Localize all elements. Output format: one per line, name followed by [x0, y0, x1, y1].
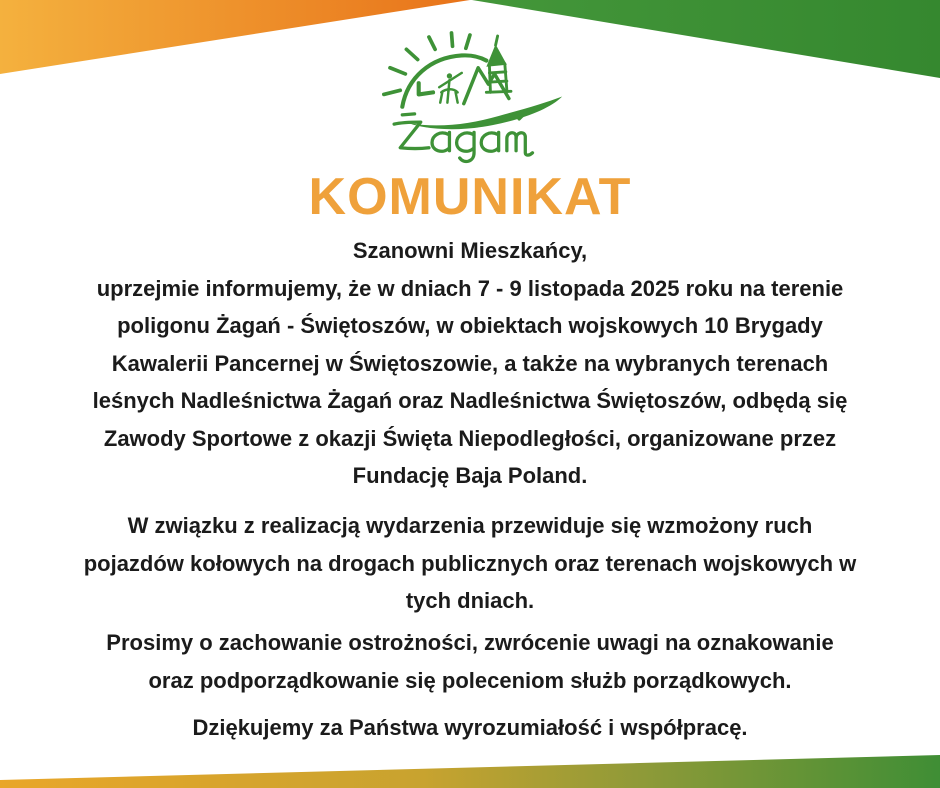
text-line: Kawalerii Pancernej w Świętoszowie, a także na wybranych terenach	[111, 350, 829, 376]
bottom-ribbon	[0, 755, 940, 788]
text-line: Szanowni Mieszkańcy,	[352, 238, 588, 263]
text-line: Prosimy o zachowanie ostrożności, zwrócenie uwagi na oznakowanie	[106, 630, 834, 655]
text-line: poligonu Żagań - Świętoszów, w obiektach wojskowych 10 Brygady	[117, 313, 823, 338]
paragraph-traffic-notice	[20, 507, 920, 620]
text-line: uprzejmie informujemy, że w dniach 7 - 9 listopada 2025 roku na terenie	[96, 275, 844, 301]
text-line: W związku z realizacją wydarzenia przewiduje się wzmożony ruch	[127, 513, 813, 538]
knight-head	[447, 73, 452, 78]
paragraph-safety-request	[20, 624, 920, 699]
text-line: oraz podporządkowanie się poleceniom służb porządkowych.	[148, 667, 792, 693]
text-line: tych dniach.	[405, 588, 535, 613]
paragraph-intro	[20, 232, 920, 495]
text-line: Dziękujemy za Państwa wyrozumiałość i współpracę.	[192, 715, 748, 740]
zagan-town-logo	[349, 28, 595, 168]
paragraph-thanks	[20, 709, 920, 747]
sun-icon	[384, 33, 470, 95]
text-line: pojazdów kołowych na drogach publicznych oraz terenach wojskowych w	[83, 550, 857, 576]
text-line: Zawody Sportowe z okazji Święta Niepodległości, organizowane przez	[103, 425, 837, 451]
page-title: KOMUNIKAT	[308, 168, 632, 226]
text-line: leśnych Nadleśnictwa Żagań oraz Nadleśnictwa Świętoszów, odbędą się	[92, 388, 848, 413]
tower-roof	[486, 44, 507, 67]
text-line: Fundację Baja Poland.	[352, 463, 588, 488]
brush-swoosh	[408, 96, 562, 129]
